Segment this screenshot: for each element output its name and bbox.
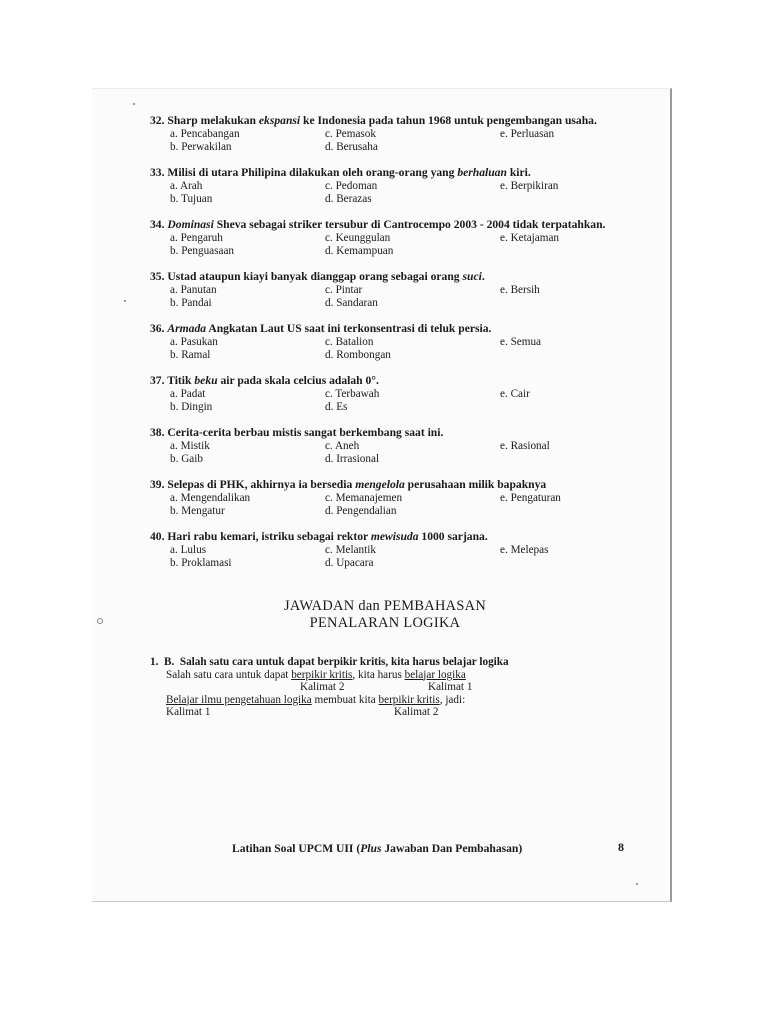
question-number: 34. bbox=[150, 218, 165, 231]
option-text: Ramal bbox=[181, 349, 211, 361]
option-text: Mengendalikan bbox=[180, 492, 251, 504]
sentence-label: Kalimat 2 bbox=[394, 706, 439, 718]
answer-text: membuat kita bbox=[311, 693, 379, 706]
answer-explanation bbox=[150, 656, 620, 719]
option-text: Pandai bbox=[181, 297, 212, 309]
option-text: Gaib bbox=[181, 453, 203, 465]
option-text: Terbawah bbox=[335, 388, 380, 400]
question-item bbox=[150, 270, 620, 310]
question-item bbox=[150, 218, 620, 258]
answer-text: Salah satu cara untuk dapat bbox=[166, 668, 292, 681]
option-letter: a. bbox=[170, 336, 178, 348]
question-list bbox=[150, 114, 620, 719]
option-letter: a. bbox=[170, 544, 178, 556]
answer-option bbox=[170, 544, 325, 557]
question-text-start: Ustad ataupun kiayi banyak dianggap orang sebagai orang bbox=[164, 270, 463, 283]
question-item bbox=[150, 374, 620, 414]
option-letter: e. bbox=[500, 336, 508, 348]
section-title-line-2: PENALARAN LOGIKA bbox=[309, 615, 461, 631]
option-letter: d. bbox=[325, 141, 334, 153]
option-letter: d. bbox=[325, 453, 334, 465]
underlined-phrase: berpikir kritis bbox=[291, 668, 353, 681]
answer-option bbox=[500, 388, 640, 401]
option-text: Rombongan bbox=[336, 349, 391, 361]
question-number: 37. bbox=[150, 374, 165, 387]
option-text: Pasukan bbox=[180, 336, 218, 348]
option-text: Berusaha bbox=[336, 141, 378, 153]
option-text: Panutan bbox=[180, 284, 217, 296]
answer-option bbox=[325, 453, 500, 466]
option-text: Penguasaan bbox=[181, 245, 235, 257]
question-keyword: mewisuda bbox=[370, 530, 419, 543]
sentence-label: Kalimat 1 bbox=[428, 681, 473, 693]
answer-option bbox=[325, 388, 500, 401]
answer-option bbox=[500, 180, 640, 193]
option-text: Upacara bbox=[336, 557, 374, 569]
option-letter: d. bbox=[325, 505, 334, 517]
option-text: Arah bbox=[179, 180, 203, 192]
answer-options bbox=[150, 388, 620, 414]
question-text-start: Milisi di utara Philipina dilakukan oleh orang-orang yang bbox=[164, 166, 458, 179]
underlined-phrase: belajar logika bbox=[404, 668, 466, 681]
answer-statement: Salah satu cara untuk dapat berpikir kritis, kita harus belajar logika bbox=[179, 656, 509, 668]
option-letter: c. bbox=[325, 388, 333, 400]
question-text-start: Hari rabu kemari, istriku sebagai rektor bbox=[164, 530, 371, 543]
answer-option bbox=[170, 245, 325, 258]
option-letter: e. bbox=[500, 388, 508, 400]
answer-option bbox=[500, 544, 640, 557]
page-footer bbox=[232, 842, 522, 855]
scan-hole bbox=[97, 618, 103, 624]
question-item bbox=[150, 530, 620, 570]
option-text: Kemampuan bbox=[336, 245, 394, 257]
question-text-end: Angkatan Laut US saat ini terkonsentrasi di teluk persia. bbox=[206, 322, 492, 335]
question-text bbox=[150, 322, 620, 336]
question-item bbox=[150, 166, 620, 206]
answer-option bbox=[325, 440, 500, 453]
answer-option bbox=[170, 349, 325, 362]
question-keyword: Armada bbox=[167, 322, 207, 335]
answer-option bbox=[170, 232, 325, 245]
option-letter: a. bbox=[170, 232, 178, 244]
sentence-labels-row bbox=[150, 681, 620, 694]
question-text-start: Selepas di PHK, akhirnya ia bersedia bbox=[164, 478, 356, 491]
question-text bbox=[150, 114, 620, 128]
answer-option bbox=[325, 141, 500, 154]
answer-options bbox=[150, 492, 620, 518]
footer-text-end: Jawaban Dan Pembahasan) bbox=[381, 842, 523, 855]
answer-heading bbox=[150, 656, 620, 669]
question-text-end: Sheva sebagai striker tersubur di Cantrocempo 2003 - 2004 tidak terpatahkan. bbox=[213, 218, 606, 231]
option-letter: a. bbox=[170, 388, 178, 400]
answer-option bbox=[500, 336, 640, 349]
option-letter: b. bbox=[170, 401, 179, 413]
scan-speck bbox=[133, 103, 135, 105]
answer-option bbox=[170, 284, 325, 297]
answer-options bbox=[150, 440, 620, 466]
sentence-label: Kalimat 2 bbox=[300, 681, 345, 693]
answer-options bbox=[150, 180, 620, 206]
option-text: Perwakilan bbox=[181, 141, 232, 153]
answer-option bbox=[500, 492, 640, 505]
option-text: Irrasional bbox=[336, 453, 380, 465]
answer-option bbox=[500, 232, 640, 245]
answer-option bbox=[170, 557, 325, 570]
question-text bbox=[150, 166, 620, 180]
underlined-phrase: Belajar ilmu pengetahuan logika bbox=[166, 693, 312, 706]
question-text bbox=[150, 530, 620, 544]
answer-number: 1. bbox=[150, 656, 159, 668]
answer-option bbox=[170, 401, 325, 414]
question-text bbox=[150, 218, 620, 232]
scan-speck bbox=[124, 300, 126, 302]
question-keyword: Dominasi bbox=[167, 218, 214, 231]
answer-option bbox=[170, 193, 325, 206]
option-text: Es bbox=[336, 401, 348, 413]
option-letter: e. bbox=[500, 180, 508, 192]
answer-option bbox=[170, 128, 325, 141]
option-letter: d. bbox=[325, 557, 334, 569]
question-text-start: Titik bbox=[164, 374, 195, 387]
option-text: Mengatur bbox=[181, 505, 225, 517]
option-letter: d. bbox=[325, 193, 334, 205]
option-text: Keunggulan bbox=[335, 232, 391, 244]
option-text: Semua bbox=[510, 336, 542, 348]
answer-option bbox=[325, 349, 500, 362]
scan-speck bbox=[636, 883, 638, 885]
sentence-label: Kalimat 1 bbox=[166, 706, 211, 718]
question-item bbox=[150, 478, 620, 518]
answer-option bbox=[325, 245, 500, 258]
question-text bbox=[150, 270, 620, 284]
question-keyword: mengelola bbox=[355, 478, 405, 491]
question-number: 32. bbox=[150, 114, 165, 127]
option-text: Cair bbox=[510, 388, 530, 400]
option-letter: a. bbox=[170, 492, 178, 504]
answer-option bbox=[500, 440, 640, 453]
section-title bbox=[150, 598, 620, 632]
answer-option bbox=[325, 401, 500, 414]
option-text: Rasional bbox=[510, 440, 550, 452]
question-text-end: air pada skala celcius adalah 0°. bbox=[217, 374, 379, 387]
answer-line-2 bbox=[150, 669, 620, 682]
option-text: Pengaruh bbox=[180, 232, 223, 244]
question-number: 36. bbox=[150, 322, 165, 335]
answer-option bbox=[170, 297, 325, 310]
option-text: Tujuan bbox=[181, 193, 213, 205]
option-letter: d. bbox=[325, 297, 334, 309]
option-letter: a. bbox=[170, 128, 178, 140]
answer-option bbox=[325, 180, 500, 193]
option-letter: a. bbox=[170, 440, 178, 452]
question-text-end: . bbox=[481, 270, 485, 283]
option-text: Memanajemen bbox=[335, 492, 403, 504]
answer-option bbox=[170, 440, 325, 453]
answer-option bbox=[170, 180, 325, 193]
answer-option bbox=[325, 232, 500, 245]
option-text: Ketajaman bbox=[510, 232, 560, 244]
option-letter: b. bbox=[170, 245, 179, 257]
option-letter: b. bbox=[170, 453, 179, 465]
option-letter: c. bbox=[325, 440, 333, 452]
answer-options bbox=[150, 336, 620, 362]
underlined-phrase: berpikir kritis bbox=[378, 693, 440, 706]
option-text: Lulus bbox=[180, 544, 207, 556]
option-letter: c. bbox=[325, 232, 333, 244]
option-letter: c. bbox=[325, 284, 333, 296]
option-letter: c. bbox=[325, 492, 333, 504]
answer-option bbox=[325, 505, 500, 518]
question-item bbox=[150, 426, 620, 466]
option-letter: e. bbox=[500, 284, 508, 296]
answer-option bbox=[170, 505, 325, 518]
question-item bbox=[150, 114, 620, 154]
question-text-end: kiri. bbox=[506, 166, 531, 179]
question-number: 40. bbox=[150, 530, 165, 543]
option-letter: c. bbox=[325, 336, 333, 348]
answer-options bbox=[150, 128, 620, 154]
question-text-end: 1000 sarjana. bbox=[418, 530, 488, 543]
option-text: Sandaran bbox=[336, 297, 378, 309]
question-keyword: suci bbox=[462, 270, 482, 283]
answer-options bbox=[150, 284, 620, 310]
option-text: Padat bbox=[180, 388, 206, 400]
answer-option bbox=[170, 492, 325, 505]
option-letter: d. bbox=[325, 349, 334, 361]
option-letter: b. bbox=[170, 141, 179, 153]
section-title-line-1: JAWADAN dan PEMBAHASAN bbox=[283, 598, 487, 614]
answer-option bbox=[500, 284, 640, 297]
option-letter: b. bbox=[170, 505, 179, 517]
answer-option bbox=[170, 336, 325, 349]
answer-option bbox=[325, 544, 500, 557]
page-number: 8 bbox=[618, 840, 624, 854]
option-text: Pencabangan bbox=[180, 128, 240, 140]
option-letter: b. bbox=[170, 349, 179, 361]
answer-option bbox=[325, 297, 500, 310]
option-letter: e. bbox=[500, 128, 508, 140]
question-number: 38. bbox=[150, 426, 165, 439]
option-text: Perluasan bbox=[510, 128, 555, 140]
answer-text: , jadi: bbox=[439, 693, 466, 706]
question-text-start: Sharp melakukan bbox=[164, 114, 259, 127]
sentence-labels-row bbox=[150, 706, 620, 719]
option-text: Melantik bbox=[335, 544, 376, 556]
answer-option bbox=[170, 141, 325, 154]
option-letter: b. bbox=[170, 193, 179, 205]
option-letter: c. bbox=[325, 544, 333, 556]
option-text: Berpikiran bbox=[510, 180, 559, 192]
answer-letter: B. bbox=[163, 656, 175, 668]
option-letter: d. bbox=[325, 401, 334, 413]
answer-option bbox=[325, 336, 500, 349]
option-letter: b. bbox=[170, 297, 179, 309]
option-letter: a. bbox=[170, 180, 178, 192]
option-text: Pengaturan bbox=[510, 492, 561, 504]
option-text: Pedoman bbox=[335, 180, 378, 192]
answer-line-4 bbox=[150, 694, 620, 707]
option-letter: b. bbox=[170, 557, 179, 569]
footer-text-italic: Plus bbox=[360, 842, 382, 855]
answer-options bbox=[150, 544, 620, 570]
option-text: Bersih bbox=[510, 284, 540, 296]
answer-text: , kita harus bbox=[352, 668, 405, 681]
question-number: 35. bbox=[150, 270, 165, 283]
question-text-end: ke Indonesia pada tahun 1968 untuk pengembangan usaha. bbox=[300, 114, 597, 127]
question-text-start: Cerita-cerita berbau mistis sangat berkembang saat ini. bbox=[164, 426, 444, 439]
option-text: Proklamasi bbox=[181, 557, 232, 569]
option-letter: e. bbox=[500, 544, 508, 556]
question-text bbox=[150, 478, 620, 492]
option-letter: c. bbox=[325, 180, 333, 192]
answer-option bbox=[325, 193, 500, 206]
question-keyword: ekspansi bbox=[258, 114, 301, 127]
answer-option bbox=[325, 492, 500, 505]
option-text: Pemasok bbox=[335, 128, 376, 140]
question-text-end: perusahaan milik bapaknya bbox=[404, 478, 547, 491]
question-number: 33. bbox=[150, 166, 165, 179]
option-text: Batalion bbox=[335, 336, 374, 348]
answer-option bbox=[170, 388, 325, 401]
answer-option bbox=[325, 284, 500, 297]
option-text: Aneh bbox=[334, 440, 360, 452]
option-letter: e. bbox=[500, 232, 508, 244]
answer-option bbox=[500, 128, 640, 141]
option-text: Dingin bbox=[181, 401, 213, 413]
option-text: Pengendalian bbox=[336, 505, 397, 517]
footer-text-start: Latihan Soal UPCM UII ( bbox=[232, 842, 361, 855]
option-text: Pintar bbox=[335, 284, 363, 296]
answer-options bbox=[150, 232, 620, 258]
option-letter: c. bbox=[325, 128, 333, 140]
question-keyword: berhaluan bbox=[457, 166, 507, 179]
option-text: Melepas bbox=[510, 544, 549, 556]
answer-option bbox=[325, 557, 500, 570]
option-text: Berazas bbox=[336, 193, 372, 205]
question-text bbox=[150, 426, 620, 440]
option-letter: e. bbox=[500, 440, 508, 452]
question-item bbox=[150, 322, 620, 362]
question-keyword: beku bbox=[194, 374, 218, 387]
question-number: 39. bbox=[150, 478, 165, 491]
option-letter: a. bbox=[170, 284, 178, 296]
answer-option bbox=[170, 453, 325, 466]
answer-option bbox=[325, 128, 500, 141]
option-text: Mistik bbox=[180, 440, 210, 452]
option-letter: e. bbox=[500, 492, 508, 504]
option-letter: d. bbox=[325, 245, 334, 257]
question-text bbox=[150, 374, 620, 388]
